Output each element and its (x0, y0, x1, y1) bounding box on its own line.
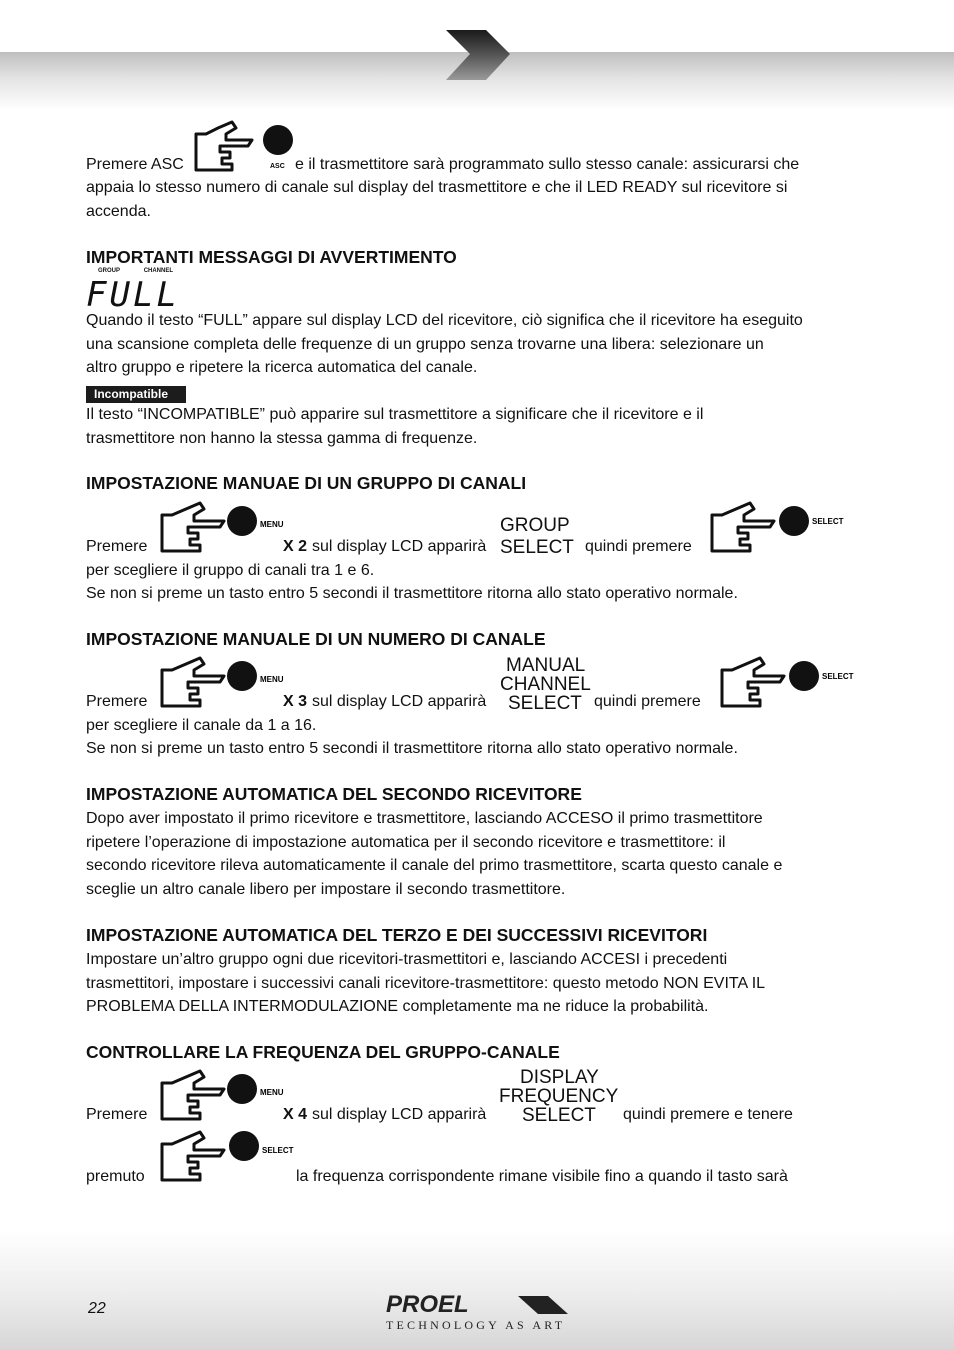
full-line: Quando il testo “FULL” appare sul display LCD del ricevitore, ciò significa che il ricevitore ha eseguito (86, 312, 803, 329)
channel-line2: per scegliere il canale da 1 a 16. (86, 717, 317, 734)
asc-button-icon (192, 114, 296, 176)
lcd-channel-line3: SELECT (508, 693, 582, 714)
group-then-text: quindi premere (585, 538, 692, 555)
select-button-icon (708, 497, 848, 557)
lcd-channel-line2: CHANNEL (500, 674, 591, 695)
menu-button-label: MENU (260, 675, 284, 684)
menu-button-icon (158, 652, 290, 712)
incompatible-paragraph (86, 403, 876, 450)
channel-count: X 3 (283, 693, 308, 710)
frequency-premuto-text: premuto (86, 1168, 145, 1185)
second-receiver-line: sceglie un altro canale libero per impostare il secondo trasmettitore. (86, 880, 566, 898)
logo-text: PROEL (386, 1291, 469, 1318)
lcd-frequency-line1: DISPLAY (520, 1067, 599, 1088)
page-number: 22 (88, 1300, 106, 1317)
incompatible-line: Il testo “INCOMPATIBLE” può apparire sul trasmettitore a significare che il ricevitore e il (86, 406, 704, 423)
logo-swoosh-icon (518, 1296, 568, 1314)
select-button-label: SELECT (262, 1146, 294, 1155)
frequency-then-text: quindi premere e tenere (623, 1106, 793, 1123)
lcd-frequency-line3: SELECT (522, 1105, 596, 1126)
group-line2: per scegliere il gruppo di canali tra 1 e 6. (86, 562, 375, 579)
channel-heading: IMPOSTAZIONE MANUALE DI UN NUMERO DI CANALE (86, 629, 546, 649)
second-receiver-paragraph (86, 807, 876, 901)
full-paragraph (86, 309, 876, 380)
menu-button-icon (158, 1065, 290, 1125)
lcd-group-line2: SELECT (500, 537, 574, 558)
menu-button-label: MENU (260, 1088, 284, 1097)
full-line: una scansione completa delle frequenze di un gruppo senza trovarne una libera: selezionare un (86, 335, 764, 353)
asc-line3-text: accenda. (86, 203, 151, 220)
asc-line1-text: e il trasmettitore sarà programmato sullo stesso canale: assicurarsi che (295, 156, 800, 173)
lcd-channel-line1: MANUAL (506, 655, 586, 676)
full-line: altro gruppo e ripetere la ricerca automatica del canale. (86, 359, 478, 376)
select-button-label: SELECT (812, 517, 844, 526)
menu-button-icon (158, 497, 290, 557)
channel-line3: Se non si preme un tasto entro 5 secondi il trasmettitore ritorna allo stato operativo normale. (86, 740, 738, 757)
frequency-heading: CONTROLLARE LA FREQUENZA DEL GRUPPO-CANALE (86, 1042, 560, 1062)
select-button-icon (158, 1126, 298, 1186)
second-receiver-line: Dopo aver impostato il primo ricevitore e trasmettitore, lasciando ACCESO il primo trasmettitore (86, 810, 763, 827)
lcd-frequency-line2: FREQUENCY (499, 1086, 619, 1107)
frequency-display-text: sul display LCD apparirà (312, 1106, 487, 1123)
channel-then-text: quindi premere (594, 693, 701, 710)
asc-button-label: ASC (270, 163, 285, 170)
second-receiver-line: secondo ricevitore rileva automaticamente il canale del primo trasmettitore, scarta questo canale e (86, 857, 783, 874)
third-receiver-line: Impostare un’altro gruppo ogni due ricevitori-trasmettitori e, lasciando ACCESI i precedenti (86, 951, 728, 968)
menu-button-label: MENU (260, 520, 284, 529)
frequency-rest-text: la frequenza corrispondente rimane visibile fino a quando il tasto sarà (296, 1168, 788, 1185)
header-arrow-icon (444, 28, 512, 82)
lcd-full-text: FULL (86, 276, 180, 310)
channel-display-text: sul display LCD apparirà (312, 693, 487, 710)
third-receiver-heading: IMPOSTAZIONE AUTOMATICA DEL TERZO E DEI SUCCESSIVI RICEVITORI (86, 925, 708, 945)
lcd-channel-label: CHANNEL (143, 268, 174, 274)
third-receiver-paragraph (86, 948, 876, 1019)
asc-premere-text: Premere ASC (86, 156, 184, 173)
group-line3: Se non si preme un tasto entro 5 secondi il trasmettitore ritorna allo stato operativo normale. (86, 585, 738, 602)
warnings-heading: IMPORTANTI MESSAGGI DI AVVERTIMENTO (86, 247, 457, 267)
third-receiver-line: trasmettitori, impostare i successivi canali ricevitore-trasmettitore: questo metodo NON EVITA IL (86, 974, 766, 992)
select-button-label: SELECT (822, 672, 854, 681)
incompatible-line: trasmettitore non hanno la stessa gamma di frequenze. (86, 429, 478, 447)
incompatible-badge: Incompatible (86, 386, 186, 403)
group-display-text: sul display LCD apparirà (312, 538, 487, 555)
select-button-icon (718, 652, 858, 712)
frequency-count: X 4 (283, 1106, 308, 1123)
lcd-full-display (86, 276, 182, 310)
group-heading: IMPOSTAZIONE MANUAE DI UN GRUPPO DI CANALI (86, 473, 527, 493)
lcd-group-line1: GROUP (500, 515, 570, 536)
lcd-full-labels (98, 268, 195, 274)
proel-logo (386, 1290, 572, 1318)
third-receiver-line: PROBLEMA DELLA INTERMODULAZIONE completamente ma ne riduce la probabilità. (86, 998, 709, 1015)
channel-premere-text: Premere (86, 693, 148, 710)
lcd-group-label: GROUP (98, 268, 121, 274)
frequency-premere-text: Premere (86, 1106, 148, 1123)
group-premere-text: Premere (86, 538, 148, 555)
group-count: X 2 (283, 538, 308, 555)
second-receiver-line: ripetere l’operazione di impostazione automatica per il secondo ricevitore e trasmettitore: il (86, 833, 726, 851)
asc-line2-text: appaia lo stesso numero di canale sul display del trasmettitore e che il LED READY sul ricevitore si (86, 179, 788, 196)
brand-tagline: TECHNOLOGY AS ART (386, 1318, 566, 1332)
second-receiver-heading: IMPOSTAZIONE AUTOMATICA DEL SECONDO RICEVITORE (86, 784, 582, 804)
